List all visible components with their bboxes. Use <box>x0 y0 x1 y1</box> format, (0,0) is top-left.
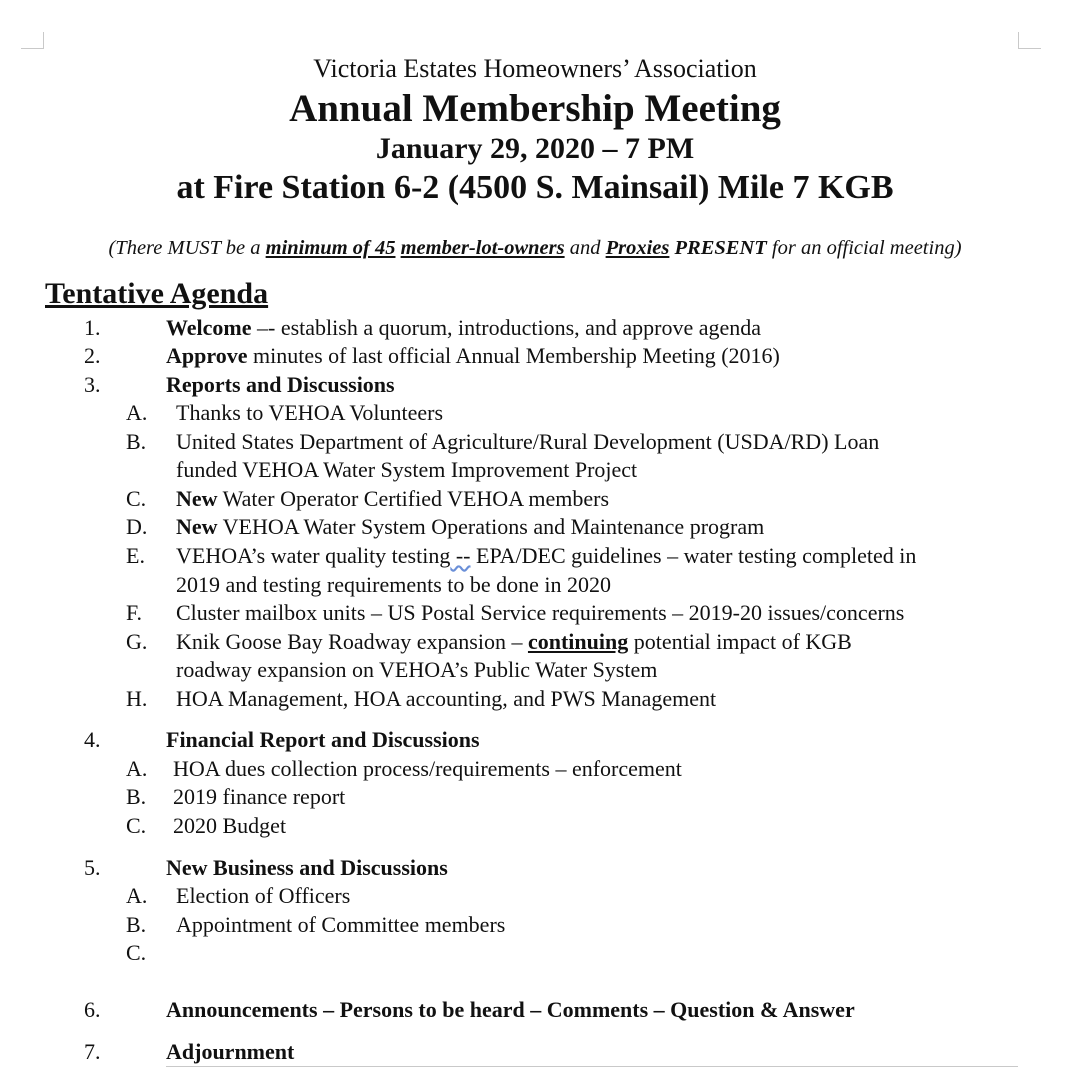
organization-name: Victoria Estates Homeowners’ Association <box>313 54 757 83</box>
sub-text: VEHOA Water System Operations and Maintenance program <box>217 514 765 539</box>
item-number: 4. <box>84 727 101 752</box>
sub-letter: B. <box>126 429 147 454</box>
sub-item: HOA dues collection process/requirements – enforcement <box>173 756 682 781</box>
sub-item: 2019 finance report <box>173 784 346 809</box>
sub-item: Election of Officers <box>176 883 351 908</box>
sub-letter: G. <box>126 629 148 654</box>
sub-letter: E. <box>126 543 145 568</box>
sub-item <box>176 629 852 655</box>
sub-text: Knik Goose Bay Roadway expansion – <box>176 629 528 654</box>
sub-emphasis: continuing <box>527 629 629 654</box>
sub-letter: H. <box>126 686 148 711</box>
sub-bold: New <box>176 486 218 511</box>
document-title: Annual Membership Meeting <box>289 87 781 130</box>
sub-letter: B. <box>126 912 147 937</box>
meeting-location: at Fire Station 6-2 (4500 S. Mainsail) Mile 7 KGB <box>176 169 894 206</box>
item-number: 5. <box>84 855 101 880</box>
sub-item <box>176 514 764 540</box>
sub-bold: New <box>176 514 218 539</box>
notice-member-lot-owners: member-lot-owners <box>400 237 565 259</box>
item-number: 3. <box>84 372 101 397</box>
sub-item: 2020 Budget <box>173 813 287 838</box>
sub-item-continued: roadway expansion on VEHOA’s Public Water System <box>176 657 658 682</box>
sub-text: potential impact of KGB <box>628 629 852 654</box>
quorum-notice <box>0 237 1070 260</box>
sub-item: Appointment of Committee members <box>176 912 506 937</box>
sub-text: VEHOA’s water quality testing <box>176 543 451 568</box>
agenda-heading: Tentative Agenda <box>45 277 269 310</box>
notice-present: PRESENT <box>669 237 767 259</box>
agenda-item-welcome <box>166 315 761 341</box>
item-bold: Approve <box>166 343 248 368</box>
sub-letter: B. <box>126 784 147 809</box>
sub-letter: C. <box>126 486 147 511</box>
item-number: 2. <box>84 343 101 368</box>
sub-item <box>176 486 609 512</box>
item-text: minutes of last official Annual Membership Meeting (2016) <box>247 343 780 368</box>
notice-end: for an official meeting) <box>766 237 962 259</box>
page-corner-mark-right <box>1018 32 1041 49</box>
page-bottom-rule <box>166 1066 1018 1067</box>
agenda-item-financial: Financial Report and Discussions <box>166 727 480 752</box>
sub-letter: F. <box>126 600 142 625</box>
agenda-item-announcements: Announcements – Persons to be heard – Comments – Question & Answer <box>166 997 855 1022</box>
agenda-item-new-business: New Business and Discussions <box>166 855 448 880</box>
agenda-item-approve <box>166 343 780 369</box>
item-number: 7. <box>84 1039 101 1064</box>
page-corner-mark-left <box>21 32 44 49</box>
item-number: 1. <box>84 315 101 340</box>
sub-letter: A. <box>126 756 148 781</box>
sub-item: United States Department of Agriculture/Rural Development (USDA/RD) Loan <box>176 429 880 454</box>
item-bold: Welcome <box>166 315 252 340</box>
sub-item-continued: 2019 and testing requirements to be done in 2020 <box>176 572 612 597</box>
item-text: –- establish a quorum, introductions, and approve agenda <box>251 315 762 340</box>
spellcheck-dashes: -- <box>450 543 471 568</box>
notice-and: and <box>564 237 606 259</box>
sub-letter: C. <box>126 940 147 965</box>
sub-text: EPA/DEC guidelines – water testing completed in <box>470 543 917 568</box>
sub-letter: A. <box>126 883 148 908</box>
notice-proxies: Proxies <box>605 237 670 259</box>
sub-item: Thanks to VEHOA Volunteers <box>176 400 444 425</box>
notice-text: (There MUST be a <box>108 237 266 259</box>
sub-item: Cluster mailbox units – US Postal Service requirements – 2019-20 issues/concerns <box>176 600 905 625</box>
sub-letter: C. <box>126 813 147 838</box>
sub-item: HOA Management, HOA accounting, and PWS Management <box>176 686 717 711</box>
sub-letter: D. <box>126 514 148 539</box>
sub-item <box>176 543 916 569</box>
sub-item-continued: funded VEHOA Water System Improvement Project <box>176 457 638 482</box>
sub-text: Water Operator Certified VEHOA members <box>217 486 610 511</box>
sub-letter: A. <box>126 400 148 425</box>
item-number: 6. <box>84 997 101 1022</box>
notice-minimum: minimum of 45 <box>265 237 396 259</box>
agenda-item-reports: Reports and Discussions <box>166 372 395 397</box>
agenda-item-adjournment: Adjournment <box>166 1039 295 1064</box>
meeting-date: January 29, 2020 – 7 PM <box>375 132 695 165</box>
